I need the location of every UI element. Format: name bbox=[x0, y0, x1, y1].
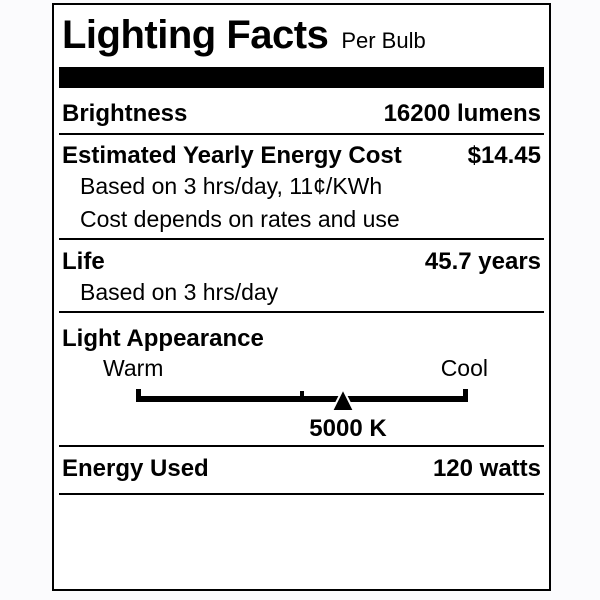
energy-cost-note-basis: Based on 3 hrs/day, 11¢/KWh bbox=[80, 173, 383, 199]
label-subtitle: Per Bulb bbox=[341, 28, 426, 53]
lighting-facts-label bbox=[52, 3, 551, 591]
brightness-value: 16200 lumens bbox=[383, 100, 541, 127]
energy-cost-note-disclaimer: Cost depends on rates and use bbox=[80, 206, 400, 232]
energy-used-value: 120 watts bbox=[432, 455, 541, 482]
life-value: 45.7 years bbox=[424, 248, 541, 275]
energy-used-row bbox=[59, 455, 544, 483]
brightness-label: Brightness bbox=[62, 100, 188, 127]
color-temperature-marker-icon bbox=[330, 388, 356, 413]
scale-mid-tick bbox=[300, 391, 304, 402]
warm-cool-row bbox=[59, 355, 544, 381]
energy-cost-label: Estimated Yearly Energy Cost bbox=[62, 142, 402, 169]
warm-label: Warm bbox=[103, 355, 164, 381]
energy-cost-value: $14.45 bbox=[467, 142, 541, 169]
label-header bbox=[59, 5, 544, 63]
life-section bbox=[59, 240, 544, 313]
brightness-section bbox=[59, 88, 544, 135]
life-note-basis: Based on 3 hrs/day bbox=[80, 279, 279, 305]
light-appearance-section bbox=[59, 313, 544, 447]
light-appearance-label: Light Appearance bbox=[62, 325, 264, 352]
energy-used-label: Energy Used bbox=[62, 455, 209, 482]
brightness-row bbox=[59, 100, 544, 128]
header-separator-bar bbox=[59, 67, 544, 88]
energy-cost-section bbox=[59, 135, 544, 240]
scale-right-end-tick bbox=[463, 389, 468, 402]
cool-label: Cool bbox=[440, 355, 488, 381]
energy-cost-row bbox=[59, 142, 544, 170]
life-row bbox=[59, 248, 544, 276]
life-label: Life bbox=[62, 248, 105, 275]
color-temperature-scale bbox=[59, 381, 544, 415]
energy-used-section bbox=[59, 447, 544, 495]
kelvin-value: 5000 K bbox=[309, 415, 387, 442]
kelvin-row bbox=[59, 415, 544, 445]
label-title: Lighting Facts bbox=[62, 13, 329, 57]
